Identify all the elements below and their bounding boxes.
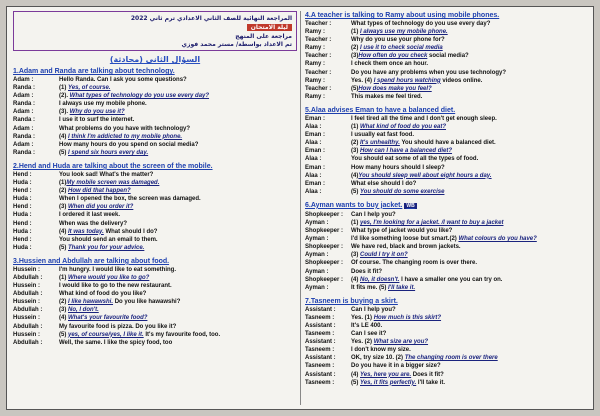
answer-text: yes, I'm looking for a jacket. /I want to buy a jacket	[360, 219, 504, 226]
section-title-text: 6.Ayman wants to buy jacket.	[305, 201, 403, 209]
speaker-name: Assistant :	[305, 323, 336, 329]
line-text: It's LE 400.	[351, 323, 383, 329]
line-text-end: You should have a balanced diet.	[399, 140, 496, 147]
line-text: I always use my mobile phone.	[59, 101, 147, 108]
speaker-name: Hussein :	[13, 299, 41, 306]
dialogue-line	[305, 20, 589, 28]
section-title-text: 1.Adam and Randa are talking about technology.	[13, 68, 175, 75]
speaker-name: Adam :	[13, 125, 34, 132]
line-text: Well, the same. I like the spicy food, too	[59, 339, 173, 346]
dialogue-line	[305, 147, 589, 155]
dialogue-line	[13, 244, 297, 252]
dialogue-line	[305, 36, 589, 44]
answer-text: My mobile screen was damaged.	[66, 180, 160, 187]
line-text-end: videos online.	[440, 77, 483, 84]
dialogue-line	[305, 322, 589, 330]
speaker-name: Ramy :	[305, 45, 326, 52]
dialogue-line	[305, 235, 589, 243]
answer-text: How often do you check	[358, 53, 428, 60]
answer-text: You should sleep well about eight hours a day.	[358, 172, 492, 179]
column-divider	[300, 11, 301, 405]
dialogue-line	[305, 284, 589, 292]
header-subtitle: مراجعة على المنهج	[235, 33, 292, 40]
speaker-name: Assistant :	[305, 355, 336, 362]
line-text: This makes me feel tired.	[351, 93, 423, 100]
line-text: OK, try size 10. (2)	[351, 355, 405, 362]
speaker-name: Adam :	[13, 109, 34, 116]
speaker-name: Ramy :	[305, 29, 326, 36]
speaker-name: Hend :	[13, 236, 32, 243]
workbook-tag: WB	[406, 202, 415, 209]
speaker-name: Huda :	[13, 244, 32, 251]
line-text: Do you have any problems when you use technology?	[351, 69, 507, 76]
answer-text: Yes, here you are.	[360, 371, 412, 378]
speaker-name: Eman :	[305, 115, 326, 122]
answer-text: How did that happen?	[68, 188, 131, 195]
dialogue-line	[305, 69, 589, 77]
line-text: Why do you use your phone for?	[351, 37, 445, 44]
speaker-name: Eman :	[305, 132, 326, 139]
line-text: I usually eat fast food.	[351, 132, 415, 139]
dialogue-line	[13, 92, 297, 100]
line-text: Yes. (1)	[351, 314, 374, 321]
line-text: (1)	[59, 274, 68, 281]
speaker-name: Assistant :	[305, 371, 336, 378]
line-text: It fits me. (5)	[351, 284, 389, 291]
line-text: (2).	[59, 93, 70, 100]
dialogue-line	[305, 93, 589, 101]
speaker-name: Shopkeeper :	[305, 260, 344, 267]
right-column	[305, 11, 589, 405]
speaker-name: Huda :	[13, 180, 32, 187]
answer-text: Thank you for your advice.	[68, 244, 145, 251]
dialogue-section	[13, 162, 297, 252]
line-text: (2)	[351, 45, 360, 52]
dialogue-section	[13, 67, 297, 157]
speaker-name: Ramy :	[305, 61, 326, 68]
line-text: (1)	[351, 124, 360, 131]
line-text-end: Do you like hawawshi?	[113, 299, 181, 306]
dialogue-line	[13, 306, 297, 314]
dialogue-line	[13, 274, 297, 282]
speaker-name: Teacher :	[305, 53, 332, 60]
line-text: What kind of food do you like?	[59, 291, 147, 298]
answer-text: Could I try it on?	[360, 252, 408, 259]
answer-text: I use it to check social media	[360, 45, 443, 52]
line-text: What type of jacket would you like?	[351, 228, 453, 235]
line-text: (5)	[59, 331, 68, 338]
answer-text: How does make you feel?	[358, 85, 432, 92]
speaker-name: Shopkeeper :	[305, 244, 344, 251]
answer-text: The changing room is over there	[404, 355, 498, 362]
answer-text: It was today.	[68, 228, 104, 235]
line-text: I would like to go to the new restaurant.	[59, 283, 172, 290]
answer-text: Yes, of course.	[68, 85, 111, 92]
dialogue-line	[13, 84, 297, 92]
left-sections	[13, 67, 297, 347]
speaker-name: Hussein :	[13, 266, 41, 273]
line-text: (5)	[351, 379, 360, 386]
answer-text: What size are you?	[373, 339, 429, 346]
section-title	[13, 162, 297, 171]
section-title-text: 7.Tasneem is buying a skirt.	[305, 297, 398, 305]
answer-text: What kind of food do you eat?	[360, 124, 446, 131]
dialogue-line	[305, 227, 589, 235]
answer-text: It's unhealthy.	[360, 140, 400, 147]
question-title: السؤال الثانى (محادثة)	[109, 55, 201, 64]
dialogue-line	[305, 219, 589, 227]
dialogue-line	[13, 179, 297, 187]
speaker-name: Ayman :	[305, 236, 329, 243]
line-text-end: What should I do?	[103, 228, 158, 235]
dialogue-line	[305, 139, 589, 147]
header-banner: ليلة الامتحان	[247, 24, 292, 31]
line-text-end: I'll take it.	[416, 379, 446, 386]
line-text: Yes. (2)	[351, 339, 374, 346]
dialogue-line	[13, 331, 297, 339]
dialogue-line	[305, 330, 589, 338]
speaker-name: Tasneem :	[305, 347, 335, 354]
speaker-name: Huda :	[13, 196, 32, 203]
speaker-name: Adam :	[13, 77, 34, 83]
line-text: (4)	[59, 133, 68, 140]
dialogue-line	[13, 220, 297, 228]
dialogue-line	[305, 243, 589, 251]
line-text: (1)	[351, 29, 360, 36]
speaker-name: Abdullah :	[13, 307, 43, 314]
section-title-text: 3.Hussien and Abdullah are talking about food.	[13, 257, 170, 265]
line-text: I feel tired all the time and I don't get enough sleep.	[351, 115, 497, 122]
section-title-text: 2.Hend and Huda are talking about the screen of the mobile.	[13, 162, 213, 170]
dialogue-line	[305, 346, 589, 354]
speaker-name: Huda :	[13, 212, 32, 219]
line-text: (2)	[59, 188, 68, 195]
dialogue-line	[305, 172, 589, 180]
dialogue-line	[13, 100, 297, 108]
line-text: (4)	[59, 315, 68, 322]
section-title	[13, 257, 297, 266]
answer-text: I think I'm addicted to my mobile phone.	[68, 133, 183, 140]
section-title	[305, 106, 589, 115]
answer-text: How much is this skirt?	[373, 314, 442, 321]
line-text: When was the delivery?	[59, 220, 128, 227]
dialogue-line	[13, 133, 297, 141]
line-text: What problems do you have with technology?	[59, 125, 191, 132]
section-title-text: 5.Alaa advises Eman to have a balanced diet.	[305, 106, 456, 114]
line-text: Can I see it?	[351, 331, 387, 338]
section-title	[13, 67, 297, 76]
speaker-name: Alaa :	[305, 156, 322, 163]
answer-text: I like hawawshi.	[68, 299, 114, 306]
dialogue-line	[305, 338, 589, 346]
dialogue-line	[305, 85, 589, 93]
dialogue-line	[305, 188, 589, 196]
dialogue-line	[305, 276, 589, 284]
dialogue-line	[13, 290, 297, 298]
left-column	[13, 11, 297, 405]
line-text: What types of technology do you use every day?	[351, 21, 491, 27]
section-title	[305, 201, 589, 211]
line-text: Yes. (4)	[351, 77, 374, 84]
speaker-name: Alaa :	[305, 140, 322, 147]
speaker-name: Randa :	[13, 133, 36, 140]
line-text: My favourite food is pizza. Do you like it?	[59, 323, 177, 330]
line-text: Can I help you?	[351, 306, 396, 313]
dialogue-line	[305, 123, 589, 131]
dialogue-line	[305, 115, 589, 123]
speaker-name: Huda :	[13, 228, 32, 235]
dialogue-section	[305, 11, 589, 101]
line-text: Can I help you?	[351, 211, 396, 218]
line-text: Of course. The changing room is over there.	[351, 260, 478, 267]
line-text: (3)	[59, 204, 68, 211]
dialogue-line	[305, 362, 589, 370]
speaker-name: Hend :	[13, 188, 32, 195]
dialogue-line	[13, 228, 297, 236]
answer-text: How can I have a balanced diet?	[360, 148, 453, 155]
dialogue-line	[305, 259, 589, 267]
speaker-name: Ayman :	[305, 252, 329, 259]
answer-text: I always use my mobile phone.	[360, 29, 448, 36]
line-text: When I opened the box, the screen was damaged.	[59, 196, 201, 203]
dialogue-line	[305, 155, 589, 163]
line-text: I ordered it last week.	[59, 212, 121, 219]
dialogue-line	[305, 306, 589, 314]
speaker-name: Teacher :	[305, 85, 332, 92]
line-text: (4)	[351, 371, 360, 378]
line-text: I'm hungry. I would like to eat something.	[59, 266, 176, 273]
speaker-name: Alaa :	[305, 188, 322, 195]
line-text: Does it fit?	[351, 268, 382, 275]
dialogue-line	[13, 116, 297, 124]
answer-text: I spend six hours every day.	[68, 149, 149, 156]
header-title: المراجعة النهائية للصف الثاني الاعدادي ترم ثاني 2022	[130, 15, 292, 22]
right-sections	[305, 11, 589, 387]
line-text: (3)	[59, 307, 68, 314]
dialogue-line	[305, 371, 589, 379]
speaker-name: Abdullah :	[13, 291, 43, 298]
line-text: (5)	[351, 85, 359, 92]
line-text: I use it to surf the internet.	[59, 117, 135, 124]
section-title-text: 4.A teacher is talking to Ramy about using mobile phones.	[305, 12, 500, 19]
dialogue-line	[13, 323, 297, 331]
dialogue-line	[305, 52, 589, 60]
dialogue-line	[305, 251, 589, 259]
dialogue-line	[13, 108, 297, 116]
speaker-name: Adam :	[13, 93, 34, 100]
speaker-name: Randa :	[13, 101, 36, 108]
speaker-name: Teacher :	[305, 69, 332, 76]
dialogue-line	[305, 314, 589, 322]
speaker-name: Abdullah :	[13, 274, 43, 281]
speaker-name: Hend :	[13, 171, 32, 178]
line-text: I don't know my size.	[351, 347, 411, 354]
dialogue-line	[13, 141, 297, 149]
section-title	[305, 297, 589, 306]
speaker-name: Abdullah :	[13, 323, 43, 330]
line-text-end: I have a smaller one you can try on.	[399, 276, 503, 283]
line-text: Do you have it in a bigger size?	[351, 363, 441, 370]
speaker-name: Hend :	[13, 204, 32, 211]
line-text: I check them once an hour.	[351, 61, 429, 68]
dialogue-line	[13, 76, 297, 84]
dialogue-line	[305, 354, 589, 362]
line-text: You should eat some of all the types of food.	[351, 156, 479, 163]
line-text: We have red, black and brown jackets.	[351, 244, 461, 251]
line-text: (2)	[351, 140, 360, 147]
dialogue-line	[13, 298, 297, 306]
speaker-name: Tasneem :	[305, 314, 335, 321]
line-text: (2)	[59, 299, 68, 306]
speaker-name: Shopkeeper :	[305, 211, 344, 218]
dialogue-line	[13, 171, 297, 179]
dialogue-line	[13, 282, 297, 290]
line-text: (3).	[59, 109, 70, 116]
dialogue-line	[305, 211, 589, 219]
dialogue-line	[13, 266, 297, 274]
answer-text: I'll take it.	[388, 284, 416, 291]
speaker-name: Adam :	[13, 141, 34, 148]
answer-text: yes, of course/yes, I like it.	[68, 331, 144, 338]
speaker-name: Eman :	[305, 148, 326, 155]
speaker-name: Eman :	[305, 180, 326, 187]
dialogue-line	[13, 203, 297, 211]
speaker-name: Hussein :	[13, 315, 41, 322]
worksheet-header	[13, 11, 297, 51]
speaker-name: Teacher :	[305, 37, 332, 44]
answer-text: No, it doesn't.	[360, 276, 400, 283]
speaker-name: Teacher :	[305, 21, 332, 27]
dialogue-line	[13, 125, 297, 133]
speaker-name: Hend :	[13, 220, 32, 227]
answer-text: What types of technology do you use every day?	[69, 93, 210, 100]
answer-text: What colours do you have?	[458, 236, 537, 243]
dialogue-line	[13, 314, 297, 322]
dialogue-line	[305, 60, 589, 68]
speaker-name: Randa :	[13, 85, 36, 92]
line-text: (3)	[351, 148, 360, 155]
answer-text: Yes, it fits perfectly.	[360, 379, 417, 386]
dialogue-line	[305, 379, 589, 387]
speaker-name: Ayman :	[305, 219, 329, 226]
dialogue-line	[13, 149, 297, 157]
answer-text: Why do you use it?	[69, 109, 125, 116]
line-text: (1)	[59, 85, 68, 92]
dialogue-section	[305, 201, 589, 292]
speaker-name: Shopkeeper :	[305, 228, 344, 235]
speaker-name: Tasneem :	[305, 363, 335, 370]
speaker-name: Tasneem :	[305, 379, 335, 386]
dialogue-line	[13, 211, 297, 219]
line-text: (3)	[351, 53, 359, 60]
speaker-name: Ramy :	[305, 93, 326, 100]
line-text: How many hours should I sleep?	[351, 164, 445, 171]
line-text: (4)	[59, 228, 68, 235]
speaker-name: Shopkeeper :	[305, 276, 344, 283]
speaker-name: Eman :	[305, 164, 326, 171]
dialogue-line	[305, 131, 589, 139]
line-text: (4)	[351, 172, 359, 179]
line-text: (3)	[351, 252, 360, 259]
speaker-name: Assistant :	[305, 339, 336, 346]
header-author: تم الاعداد بواسطة/ مستر محمد فوزي	[181, 41, 292, 48]
dialogue-line	[13, 236, 297, 244]
speaker-name: Randa :	[13, 149, 36, 156]
answer-text: You should do some exercise	[360, 188, 445, 195]
line-text-end: social media?	[427, 53, 469, 60]
speaker-name: Ramy :	[305, 77, 326, 84]
line-text: (1)	[351, 219, 360, 226]
dialogue-line	[13, 195, 297, 203]
line-text: (5)	[351, 188, 360, 195]
dialogue-section	[305, 297, 589, 387]
dialogue-line	[305, 268, 589, 276]
line-text: You look sad! What's the matter?	[59, 171, 154, 178]
speaker-name: Alaa :	[305, 124, 322, 131]
line-text: I'd like something loose but smart.(2)	[351, 236, 459, 243]
speaker-name: Hussein :	[13, 283, 41, 290]
line-text-end: Does it fit?	[411, 371, 444, 378]
answer-text: No, I don't.	[68, 307, 99, 314]
section-title	[305, 11, 589, 20]
line-text: What else should I do?	[351, 180, 417, 187]
dialogue-line	[305, 77, 589, 85]
speaker-name: Abdullah :	[13, 339, 43, 346]
worksheet-page	[6, 6, 594, 410]
line-text: Hello Randa. Can I ask you some questions?	[59, 77, 187, 83]
answer-text: Where would you like to go?	[68, 274, 150, 281]
line-text: How many hours do you spend on social media?	[59, 141, 199, 148]
answer-text: When did you order it?	[68, 204, 134, 211]
speaker-name: Ayman :	[305, 284, 329, 291]
speaker-name: Tasneem :	[305, 331, 335, 338]
line-text: (5)	[59, 149, 68, 156]
answer-text: I spend hours watching	[373, 77, 441, 84]
dialogue-section	[13, 257, 297, 347]
speaker-name: Hussein :	[13, 331, 41, 338]
line-text: (5)	[59, 244, 68, 251]
line-text: You should send an email to them.	[59, 236, 158, 243]
speaker-name: Assistant :	[305, 306, 336, 313]
dialogue-line	[13, 187, 297, 195]
speaker-name: Alaa :	[305, 172, 322, 179]
speaker-name: Ayman :	[305, 268, 329, 275]
speaker-name: Randa :	[13, 117, 36, 124]
line-text-end: It's my favourite food, too.	[143, 331, 221, 338]
line-text: (1)	[59, 180, 67, 187]
dialogue-line	[305, 28, 589, 36]
answer-text: What's your favourite food?	[68, 315, 148, 322]
dialogue-line	[305, 44, 589, 52]
dialogue-line	[305, 180, 589, 188]
line-text: (4)	[351, 276, 360, 283]
dialogue-section	[305, 106, 589, 196]
dialogue-line	[305, 164, 589, 172]
dialogue-line	[13, 339, 297, 347]
